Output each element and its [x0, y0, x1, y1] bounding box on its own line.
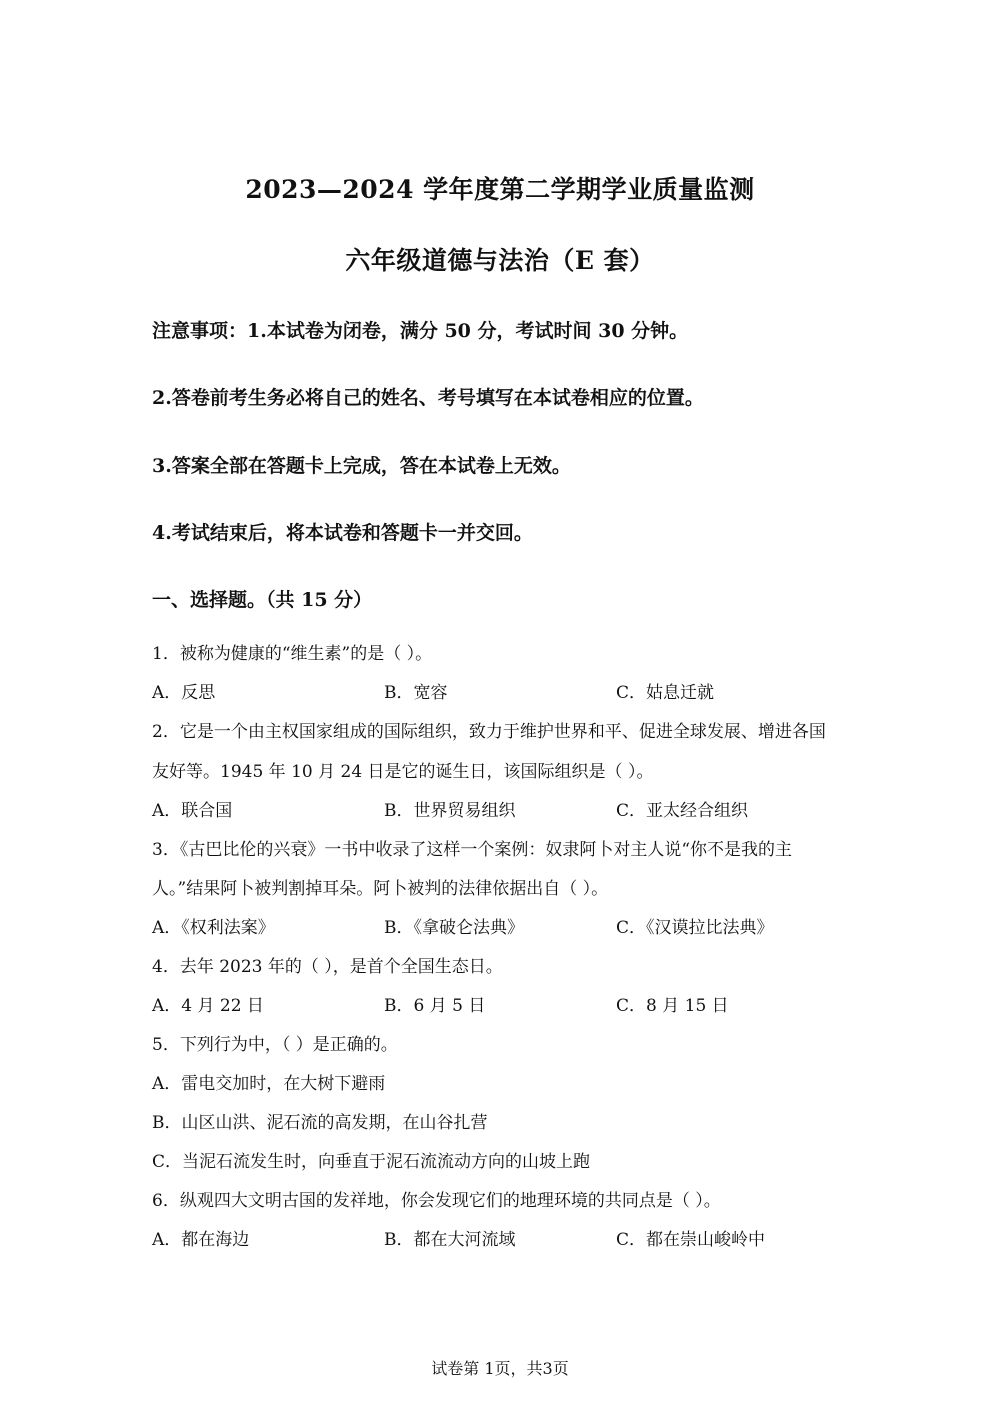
q5-option-a: A．雷电交加时，在大树下避雨 [152, 1074, 386, 1094]
q3-option-c: C．《汉谟拉比法典》 [616, 918, 774, 938]
note-1: 注意事项：1.本试卷为闭卷，满分 50 分，考试时间 30 分钟。 [152, 320, 689, 342]
q4-option-a: A．4 月 22 日 [152, 996, 264, 1016]
q4-option-b: B．6 月 5 日 [384, 996, 486, 1016]
question-2-continued: 友好等。1945 年 10 月 24 日是它的诞生日，该国际组织是（ ）。 [152, 762, 654, 782]
note-2: 2.答卷前考生务必将自己的姓名、考号填写在本试卷相应的位置。 [152, 387, 704, 409]
q2-option-c: C．亚太经合组织 [616, 801, 749, 821]
question-5: 5．下列行为中，（ ）是正确的。 [152, 1035, 398, 1055]
note-3: 3.答案全部在答题卡上完成，答在本试卷上无效。 [152, 455, 571, 477]
q6-option-b: B．都在大河流域 [384, 1230, 516, 1250]
question-6: 6．纵观四大文明古国的发祥地，你会发现它们的地理环境的共同点是（ ）。 [152, 1191, 721, 1211]
q3-option-b: B．《拿破仑法典》 [384, 918, 524, 938]
q6-option-a: A．都在海边 [152, 1230, 250, 1250]
question-1: 1．被称为健康的“维生素”的是（ ）。 [152, 644, 433, 664]
page-footer: 试卷第 1页，共3页 [431, 1359, 569, 1378]
section-heading: 一、选择题。（共 15 分） [152, 589, 373, 611]
exam-subtitle: 六年级道德与法治（E 套） [345, 246, 655, 275]
question-2: 2．它是一个由主权国家组成的国际组织，致力于维护世界和平、促进全球发展、增进各国 [152, 722, 826, 742]
q5-option-c: C．当泥石流发生时，向垂直于泥石流流动方向的山坡上跑 [152, 1152, 591, 1172]
question-3: 3．《古巴比伦的兴衰》一书中收录了这样一个案例：奴隶阿卜对主人说“你不是我的主 [152, 840, 793, 860]
question-4: 4．去年 2023 年的（ ），是首个全国生态日。 [152, 957, 503, 977]
question-3-continued: 人。”结果阿卜被判割掉耳朵。阿卜被判的法律依据出自（ ）。 [152, 879, 609, 899]
q1-option-a: A．反思 [152, 683, 216, 703]
q2-option-a: A．联合国 [152, 801, 233, 821]
q6-option-c: C．都在崇山峻岭中 [616, 1230, 766, 1250]
q5-option-b: B．山区山洪、泥石流的高发期，在山谷扎营 [152, 1113, 488, 1133]
q3-option-a: A．《权利法案》 [152, 918, 275, 938]
q1-option-b: B．宽容 [384, 683, 448, 703]
q4-option-c: C．8 月 15 日 [616, 996, 729, 1016]
exam-title: 2023—2024 学年度第二学期学业质量监测 [245, 175, 755, 204]
q1-option-c: C．姑息迁就 [616, 683, 715, 703]
q2-option-b: B．世界贸易组织 [384, 801, 516, 821]
note-4: 4.考试结束后，将本试卷和答题卡一并交回。 [152, 522, 533, 544]
